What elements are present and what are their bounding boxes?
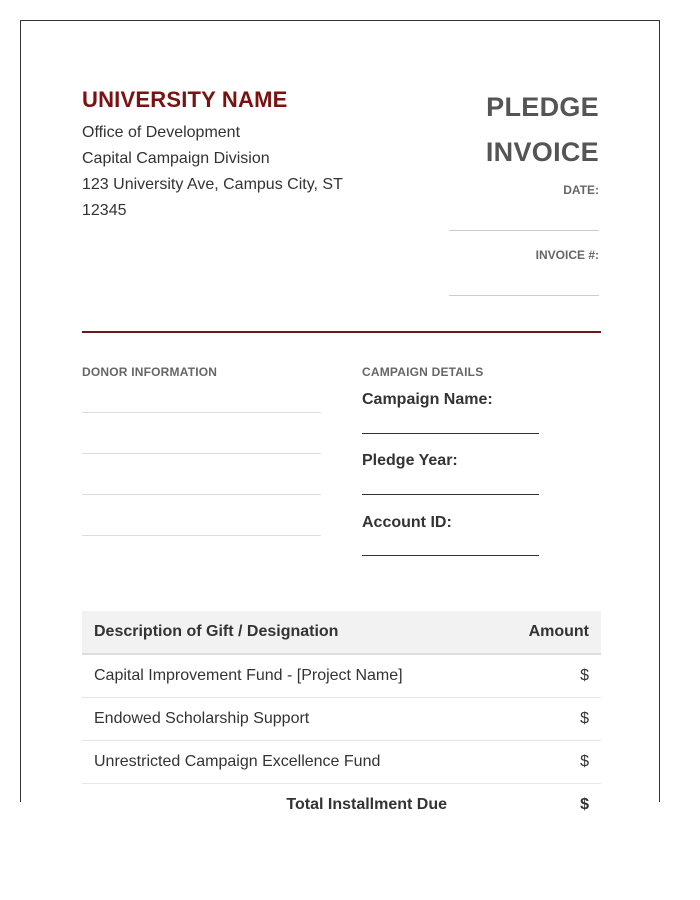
document-title: [399, 85, 599, 175]
campaign-name-field-line[interactable]: [362, 433, 539, 434]
header-divider: [82, 331, 601, 333]
table-row: [82, 654, 601, 698]
table-row: [82, 698, 601, 741]
table-row: [82, 741, 601, 784]
organization-name: UNIVERSITY NAME: [82, 87, 288, 112]
amount-column-header: Amount: [487, 611, 601, 654]
campaign-name-label: Campaign Name:: [362, 391, 493, 408]
gift-amount[interactable]: $: [487, 698, 601, 741]
description-column-header: Description of Gift / Designation: [82, 611, 487, 654]
invoice-number-field-line[interactable]: [449, 295, 599, 296]
gift-amount[interactable]: $: [487, 654, 601, 698]
campaign-details-heading: CAMPAIGN DETAILS: [362, 365, 484, 379]
invoice-number-label: INVOICE #:: [535, 248, 599, 262]
donor-field-line[interactable]: [82, 535, 321, 536]
address-line-1: 123 University Ave, Campus City, ST: [82, 176, 343, 193]
donor-field-line[interactable]: [82, 412, 321, 413]
invoice-sheet: [20, 20, 660, 813]
organization-address-block: [82, 120, 362, 224]
gift-description: Endowed Scholarship Support: [82, 698, 487, 741]
table-header-row: [82, 611, 601, 654]
donor-field-line[interactable]: [82, 494, 321, 495]
date-field-line[interactable]: [449, 230, 599, 231]
total-row: [82, 784, 601, 827]
title-line-2: INVOICE: [485, 137, 599, 167]
pledge-year-field-line[interactable]: [362, 494, 539, 495]
gift-amount[interactable]: $: [487, 741, 601, 784]
department-line: Office of Development: [82, 124, 241, 141]
gift-table: [82, 611, 601, 826]
total-label: Total Installment Due: [286, 796, 447, 813]
account-id-field-line[interactable]: [362, 555, 539, 556]
gift-description: Capital Improvement Fund - [Project Name]: [82, 654, 487, 698]
date-label: DATE:: [563, 183, 599, 197]
donor-field-line[interactable]: [82, 453, 321, 454]
account-id-label: Account ID:: [362, 514, 452, 531]
total-amount[interactable]: $: [580, 796, 589, 813]
donor-information-heading: DONOR INFORMATION: [82, 365, 218, 379]
pledge-year-label: Pledge Year:: [362, 452, 458, 469]
gift-description: Unrestricted Campaign Excellence Fund: [82, 741, 487, 784]
address-line-2: 12345: [82, 202, 127, 219]
division-line: Capital Campaign Division: [82, 150, 270, 167]
title-line-1: PLEDGE: [486, 92, 599, 122]
